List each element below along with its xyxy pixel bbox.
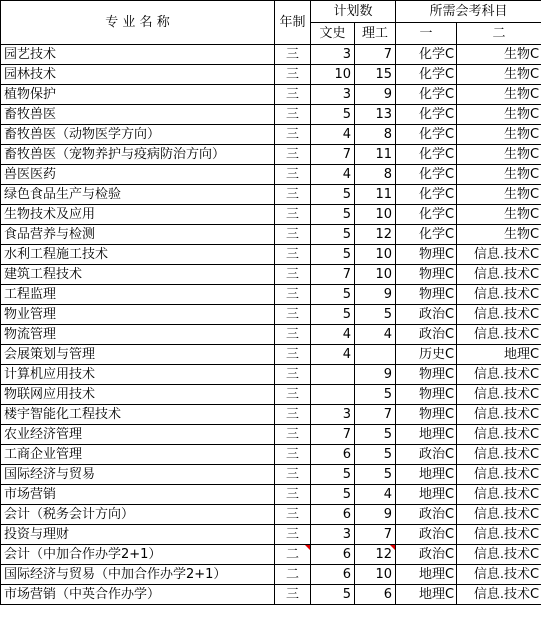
subject-two-cell: 生物C bbox=[457, 185, 541, 205]
subject-one-cell: 物理C bbox=[396, 365, 457, 385]
major-cell: 工商企业管理 bbox=[1, 445, 275, 465]
plan-arts-cell: 6 bbox=[311, 505, 355, 525]
years-cell: 三 bbox=[275, 365, 311, 385]
table-row bbox=[1, 145, 541, 165]
plan-arts-cell: 3 bbox=[311, 525, 355, 545]
major-cell: 市场营销（中英合作办学） bbox=[1, 585, 275, 605]
years-cell: 三 bbox=[275, 305, 311, 325]
plan-arts-cell: 5 bbox=[311, 485, 355, 505]
years-cell: 三 bbox=[275, 205, 311, 225]
subject-two-cell: 生物C bbox=[457, 65, 541, 85]
plan-arts-cell: 5 bbox=[311, 205, 355, 225]
plan-sci-cell: 13 bbox=[355, 105, 396, 125]
subject-one-cell: 地理C bbox=[396, 425, 457, 445]
subject-one-cell: 化学C bbox=[396, 185, 457, 205]
subject-two-cell: 信息.技术C bbox=[457, 285, 541, 305]
plan-arts-cell: 5 bbox=[311, 465, 355, 485]
plan-sci-cell: 4 bbox=[355, 485, 396, 505]
header-plan-sci: 理工 bbox=[355, 23, 396, 45]
table-header bbox=[1, 1, 541, 45]
subject-two-cell: 信息.技术C bbox=[457, 505, 541, 525]
table-row bbox=[1, 485, 541, 505]
years-cell: 三 bbox=[275, 525, 311, 545]
plan-arts-cell bbox=[311, 365, 355, 385]
table-row bbox=[1, 325, 541, 345]
subject-two-cell: 信息.技术C bbox=[457, 245, 541, 265]
subject-two-cell: 信息.技术C bbox=[457, 425, 541, 445]
plan-sci-cell: 9 bbox=[355, 285, 396, 305]
subject-two-cell: 信息.技术C bbox=[457, 265, 541, 285]
years-cell: 二 bbox=[275, 565, 311, 585]
table-row bbox=[1, 185, 541, 205]
major-cell: 物联网应用技术 bbox=[1, 385, 275, 405]
plan-arts-cell bbox=[311, 385, 355, 405]
plan-sci-cell: 7 bbox=[355, 45, 396, 65]
plan-sci-cell: 12 bbox=[355, 225, 396, 245]
table-row bbox=[1, 545, 541, 565]
plan-arts-cell: 3 bbox=[311, 405, 355, 425]
subject-two-cell: 生物C bbox=[457, 225, 541, 245]
subject-one-cell: 化学C bbox=[396, 65, 457, 85]
subject-one-cell: 物理C bbox=[396, 285, 457, 305]
subject-one-cell: 地理C bbox=[396, 465, 457, 485]
years-cell: 三 bbox=[275, 585, 311, 605]
table-row bbox=[1, 585, 541, 605]
subject-two-cell: 信息.技术C bbox=[457, 585, 541, 605]
subject-two-cell: 生物C bbox=[457, 165, 541, 185]
subject-two-cell: 信息.技术C bbox=[457, 465, 541, 485]
plan-sci-cell: 5 bbox=[355, 465, 396, 485]
table-row bbox=[1, 465, 541, 485]
subject-one-cell: 地理C bbox=[396, 585, 457, 605]
plan-arts-cell: 4 bbox=[311, 325, 355, 345]
subject-two-cell: 生物C bbox=[457, 85, 541, 105]
major-cell: 市场营销 bbox=[1, 485, 275, 505]
major-cell: 生物技术及应用 bbox=[1, 205, 275, 225]
table-row bbox=[1, 205, 541, 225]
subject-one-cell: 化学C bbox=[396, 105, 457, 125]
plan-sci-cell: 12 bbox=[355, 545, 396, 565]
major-cell: 物流管理 bbox=[1, 325, 275, 345]
plan-arts-cell: 6 bbox=[311, 445, 355, 465]
plan-sci-cell: 5 bbox=[355, 445, 396, 465]
subject-two-cell: 信息.技术C bbox=[457, 365, 541, 385]
subject-one-cell: 政治C bbox=[396, 545, 457, 565]
major-cell: 国际经济与贸易 bbox=[1, 465, 275, 485]
table-row bbox=[1, 525, 541, 545]
major-cell: 建筑工程技术 bbox=[1, 265, 275, 285]
table-row bbox=[1, 105, 541, 125]
subject-two-cell: 信息.技术C bbox=[457, 525, 541, 545]
subject-one-cell: 地理C bbox=[396, 565, 457, 585]
table-row bbox=[1, 505, 541, 525]
plan-arts-cell: 7 bbox=[311, 145, 355, 165]
major-cell: 投资与理财 bbox=[1, 525, 275, 545]
major-cell: 兽医医药 bbox=[1, 165, 275, 185]
years-cell: 三 bbox=[275, 45, 311, 65]
plan-arts-cell: 5 bbox=[311, 585, 355, 605]
plan-arts-cell: 4 bbox=[311, 165, 355, 185]
subject-one-cell: 历史C bbox=[396, 345, 457, 365]
years-cell: 三 bbox=[275, 345, 311, 365]
plan-sci-cell: 7 bbox=[355, 525, 396, 545]
major-cell: 国际经济与贸易（中加合作办学2+1） bbox=[1, 565, 275, 585]
years-cell: 三 bbox=[275, 105, 311, 125]
years-cell: 三 bbox=[275, 125, 311, 145]
subject-two-cell: 信息.技术C bbox=[457, 445, 541, 465]
subject-one-cell: 政治C bbox=[396, 325, 457, 345]
years-cell: 三 bbox=[275, 425, 311, 445]
plan-arts-cell: 5 bbox=[311, 185, 355, 205]
table-row bbox=[1, 85, 541, 105]
table-row bbox=[1, 245, 541, 265]
plan-arts-cell: 4 bbox=[311, 125, 355, 145]
header-subjects: 所需会考科目 bbox=[396, 1, 541, 23]
subject-one-cell: 政治C bbox=[396, 445, 457, 465]
plan-arts-cell: 3 bbox=[311, 85, 355, 105]
plan-sci-cell: 5 bbox=[355, 385, 396, 405]
header-years: 年制 bbox=[275, 1, 311, 45]
table-row bbox=[1, 125, 541, 145]
plan-sci-cell: 10 bbox=[355, 265, 396, 285]
plan-arts-cell: 7 bbox=[311, 265, 355, 285]
subject-two-cell: 生物C bbox=[457, 125, 541, 145]
subject-one-cell: 化学C bbox=[396, 145, 457, 165]
header-major: 专 业 名 称 bbox=[1, 1, 275, 45]
table-row bbox=[1, 265, 541, 285]
subject-two-cell: 生物C bbox=[457, 105, 541, 125]
major-cell: 园艺技术 bbox=[1, 45, 275, 65]
table-row bbox=[1, 345, 541, 365]
years-cell: 三 bbox=[275, 145, 311, 165]
plan-arts-cell: 6 bbox=[311, 545, 355, 565]
major-cell: 计算机应用技术 bbox=[1, 365, 275, 385]
subject-one-cell: 政治C bbox=[396, 525, 457, 545]
subject-one-cell: 物理C bbox=[396, 265, 457, 285]
years-cell: 三 bbox=[275, 225, 311, 245]
major-cell: 食品营养与检测 bbox=[1, 225, 275, 245]
table-row bbox=[1, 565, 541, 585]
plan-arts-cell: 10 bbox=[311, 65, 355, 85]
plan-sci-cell: 8 bbox=[355, 165, 396, 185]
table-row bbox=[1, 305, 541, 325]
major-cell: 工程监理 bbox=[1, 285, 275, 305]
plan-sci-cell: 9 bbox=[355, 505, 396, 525]
major-cell: 物业管理 bbox=[1, 305, 275, 325]
plan-arts-cell: 5 bbox=[311, 245, 355, 265]
major-cell: 畜牧兽医（动物医学方向） bbox=[1, 125, 275, 145]
table-row bbox=[1, 405, 541, 425]
plan-arts-cell: 7 bbox=[311, 425, 355, 445]
subject-two-cell: 生物C bbox=[457, 205, 541, 225]
years-cell: 二 bbox=[275, 545, 311, 565]
subject-two-cell: 信息.技术C bbox=[457, 485, 541, 505]
plan-arts-cell: 5 bbox=[311, 305, 355, 325]
major-cell: 绿色食品生产与检验 bbox=[1, 185, 275, 205]
subject-one-cell: 物理C bbox=[396, 245, 457, 265]
major-cell: 水利工程施工技术 bbox=[1, 245, 275, 265]
header-subject-one: 一 bbox=[396, 23, 457, 45]
plan-sci-cell: 10 bbox=[355, 565, 396, 585]
plan-sci-cell: 10 bbox=[355, 245, 396, 265]
plan-arts-cell: 3 bbox=[311, 45, 355, 65]
years-cell: 三 bbox=[275, 285, 311, 305]
plan-sci-cell: 4 bbox=[355, 325, 396, 345]
plan-sci-cell: 5 bbox=[355, 425, 396, 445]
table-row bbox=[1, 65, 541, 85]
years-cell: 三 bbox=[275, 445, 311, 465]
plan-arts-cell: 4 bbox=[311, 345, 355, 365]
table-row bbox=[1, 425, 541, 445]
table-body bbox=[1, 45, 541, 605]
plan-arts-cell: 5 bbox=[311, 285, 355, 305]
plan-sci-cell: 11 bbox=[355, 145, 396, 165]
plan-sci-cell: 11 bbox=[355, 185, 396, 205]
major-cell: 畜牧兽医（宠物养护与疫病防治方向） bbox=[1, 145, 275, 165]
table-row bbox=[1, 165, 541, 185]
subject-two-cell: 信息.技术C bbox=[457, 385, 541, 405]
table-row bbox=[1, 285, 541, 305]
header-subject-two: 二 bbox=[457, 23, 541, 45]
major-cell: 畜牧兽医 bbox=[1, 105, 275, 125]
table-row bbox=[1, 385, 541, 405]
years-cell: 三 bbox=[275, 185, 311, 205]
years-cell: 三 bbox=[275, 485, 311, 505]
table-row bbox=[1, 365, 541, 385]
subject-one-cell: 政治C bbox=[396, 305, 457, 325]
table-row bbox=[1, 445, 541, 465]
plan-arts-cell: 5 bbox=[311, 105, 355, 125]
subject-one-cell: 化学C bbox=[396, 225, 457, 245]
years-cell: 三 bbox=[275, 245, 311, 265]
subject-one-cell: 化学C bbox=[396, 165, 457, 185]
major-cell: 楼宇智能化工程技术 bbox=[1, 405, 275, 425]
major-cell: 农业经济管理 bbox=[1, 425, 275, 445]
plan-sci-cell: 5 bbox=[355, 305, 396, 325]
plan-sci-cell: 8 bbox=[355, 125, 396, 145]
plan-sci-cell: 9 bbox=[355, 85, 396, 105]
subject-two-cell: 信息.技术C bbox=[457, 305, 541, 325]
major-cell: 会计（税务会计方向） bbox=[1, 505, 275, 525]
subject-one-cell: 政治C bbox=[396, 505, 457, 525]
years-cell: 三 bbox=[275, 385, 311, 405]
major-cell: 会展策划与管理 bbox=[1, 345, 275, 365]
subject-two-cell: 信息.技术C bbox=[457, 325, 541, 345]
subject-two-cell: 信息.技术C bbox=[457, 565, 541, 585]
subject-one-cell: 地理C bbox=[396, 485, 457, 505]
subject-two-cell: 信息.技术C bbox=[457, 545, 541, 565]
plan-arts-cell: 5 bbox=[311, 225, 355, 245]
subject-two-cell: 生物C bbox=[457, 145, 541, 165]
major-cell: 会计（中加合作办学2+1） bbox=[1, 545, 275, 565]
table-row bbox=[1, 225, 541, 245]
subject-one-cell: 化学C bbox=[396, 45, 457, 65]
plan-sci-cell: 9 bbox=[355, 365, 396, 385]
header-plan: 计划数 bbox=[311, 1, 396, 23]
subject-one-cell: 物理C bbox=[396, 385, 457, 405]
subject-one-cell: 物理C bbox=[396, 405, 457, 425]
subject-one-cell: 化学C bbox=[396, 125, 457, 145]
years-cell: 三 bbox=[275, 85, 311, 105]
plan-sci-cell: 10 bbox=[355, 205, 396, 225]
plan-sci-cell: 15 bbox=[355, 65, 396, 85]
subject-two-cell: 信息.技术C bbox=[457, 405, 541, 425]
subject-two-cell: 地理C bbox=[457, 345, 541, 365]
major-cell: 植物保护 bbox=[1, 85, 275, 105]
years-cell: 三 bbox=[275, 505, 311, 525]
table-row bbox=[1, 45, 541, 65]
plan-sci-cell bbox=[355, 345, 396, 365]
major-cell: 园林技术 bbox=[1, 65, 275, 85]
header-plan-arts: 文史 bbox=[311, 23, 355, 45]
subject-one-cell: 化学C bbox=[396, 85, 457, 105]
plan-sci-cell: 6 bbox=[355, 585, 396, 605]
years-cell: 三 bbox=[275, 165, 311, 185]
plan-arts-cell: 6 bbox=[311, 565, 355, 585]
years-cell: 三 bbox=[275, 325, 311, 345]
plan-sci-cell: 7 bbox=[355, 405, 396, 425]
subject-one-cell: 化学C bbox=[396, 205, 457, 225]
years-cell: 三 bbox=[275, 65, 311, 85]
years-cell: 三 bbox=[275, 405, 311, 425]
subject-two-cell: 生物C bbox=[457, 45, 541, 65]
years-cell: 三 bbox=[275, 265, 311, 285]
years-cell: 三 bbox=[275, 465, 311, 485]
